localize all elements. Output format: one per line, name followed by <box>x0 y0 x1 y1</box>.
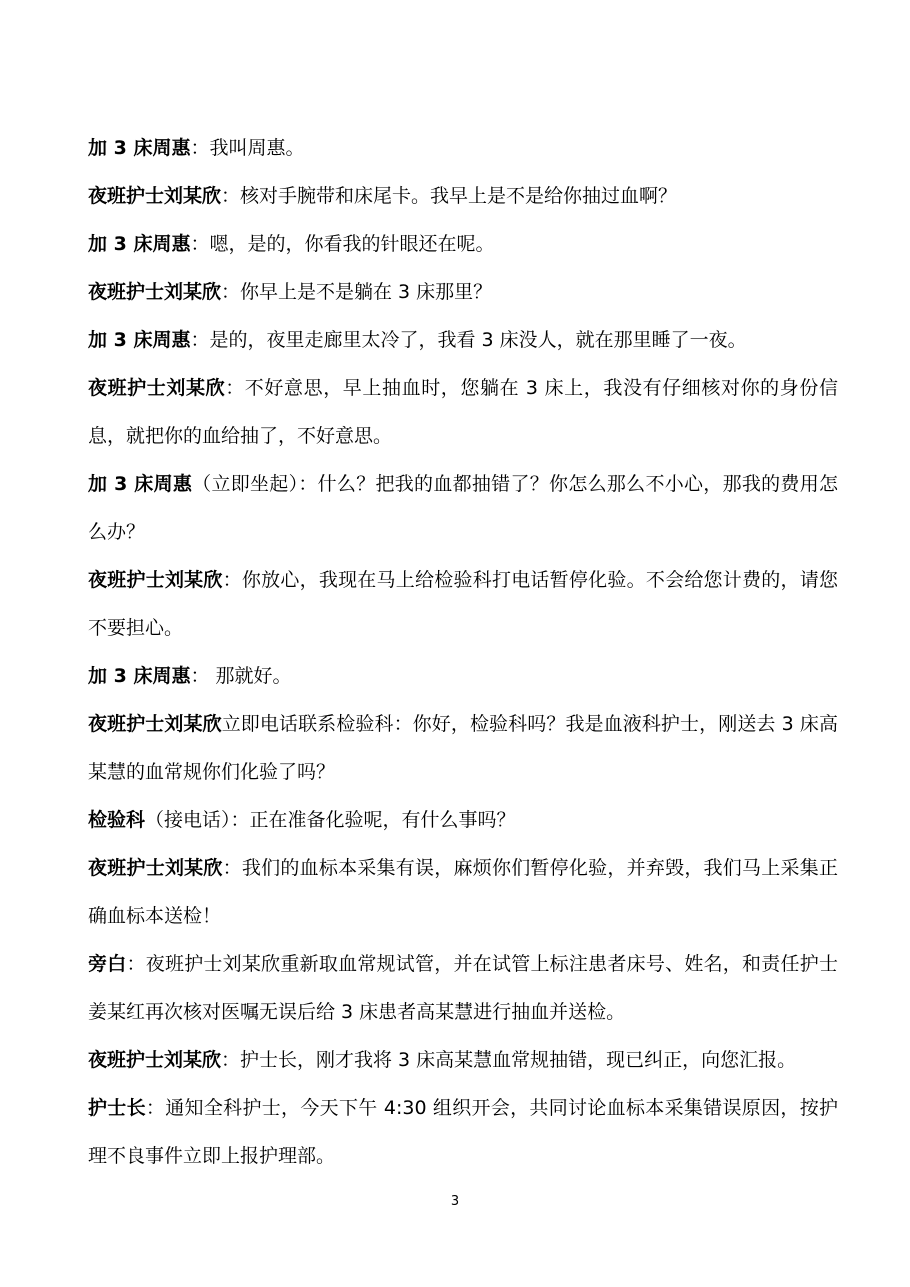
line-text: ：你早上是不是躺在 3 床那里？ <box>221 281 493 303</box>
dialogue-line <box>88 124 838 172</box>
document-body <box>88 124 838 1180</box>
dialogue-line <box>88 460 838 556</box>
line-text: ： 那就好。 <box>190 665 292 687</box>
dialogue-line <box>88 268 838 316</box>
dialogue-line <box>88 364 838 460</box>
speaker-name: 旁白 <box>88 953 127 975</box>
line-text: （接电话）：正在准备化验呢，有什么事吗？ <box>145 809 516 831</box>
dialogue-line <box>88 796 838 844</box>
dialogue-line <box>88 652 838 700</box>
speaker-name: 加 3 床周惠 <box>88 233 191 255</box>
speaker-name: 夜班护士刘某欣 <box>88 281 222 303</box>
dialogue-line <box>88 940 838 1036</box>
dialogue-line <box>88 700 838 796</box>
line-text: ：我叫周惠。 <box>190 137 305 159</box>
speaker-name: 夜班护士刘某欣 <box>88 1049 222 1071</box>
page-number: 3 <box>450 1194 460 1209</box>
speaker-name: 夜班护士刘某欣 <box>88 185 222 207</box>
dialogue-line <box>88 172 838 220</box>
speaker-name: 加 3 床周惠 <box>88 665 191 687</box>
dialogue-line <box>88 844 838 940</box>
line-text: （立即坐起）：什么？把我的血都抽错了？你怎么那么不小心，那我的费用怎么办？ <box>88 473 838 543</box>
speaker-name: 检验科 <box>88 809 146 831</box>
speaker-name: 加 3 床周惠 <box>88 473 193 495</box>
dialogue-line <box>88 1084 838 1180</box>
line-text: ：通知全科护士，今天下午 4:30 组织开会，共同讨论血标本采集错误原因，按护理不良事件立即上报护理部。 <box>88 1097 838 1167</box>
speaker-name: 加 3 床周惠 <box>88 329 191 351</box>
speaker-name: 夜班护士刘某欣 <box>88 377 226 399</box>
speaker-name: 夜班护士刘某欣 <box>88 857 223 879</box>
line-text: ：你放心，我现在马上给检验科打电话暂停化验。不会给您计费的，请您不要担心。 <box>88 569 838 639</box>
line-text: 立即电话联系检验科：你好，检验科吗？我是血液科护士，刚送去 3 床高某慧的血常规你们化验了吗？ <box>88 713 838 783</box>
line-text: ：核对手腕带和床尾卡。我早上是不是给你抽过血啊？ <box>221 185 678 207</box>
speaker-name: 夜班护士刘某欣 <box>88 713 222 735</box>
speaker-name: 夜班护士刘某欣 <box>88 569 223 591</box>
line-text: ：夜班护士刘某欣重新取血常规试管，并在试管上标注患者床号、姓名，和责任护士姜某红再次核对医嘱无误后给 3 床患者高某慧进行抽血并送检。 <box>88 953 838 1023</box>
dialogue-line <box>88 1036 838 1084</box>
line-text: ：是的，夜里走廊里太冷了，我看 3 床没人，就在那里睡了一夜。 <box>190 329 747 351</box>
speaker-name: 护士长 <box>88 1097 146 1119</box>
line-text: ：我们的血标本采集有误，麻烦你们暂停化验，并弃毁，我们马上采集正确血标本送检！ <box>88 857 838 927</box>
line-text: ：不好意思，早上抽血时，您躺在 3 床上，我没有仔细核对你的身份信息，就把你的血给抽了，不好意思。 <box>88 377 838 447</box>
speaker-name: 加 3 床周惠 <box>88 137 191 159</box>
line-text: ：护士长，刚才我将 3 床高某慧血常规抽错，现已纠正，向您汇报。 <box>221 1049 797 1071</box>
dialogue-line <box>88 316 838 364</box>
line-text: ：嗯，是的，你看我的针眼还在呢。 <box>190 233 495 255</box>
dialogue-line <box>88 220 838 268</box>
dialogue-line <box>88 556 838 652</box>
